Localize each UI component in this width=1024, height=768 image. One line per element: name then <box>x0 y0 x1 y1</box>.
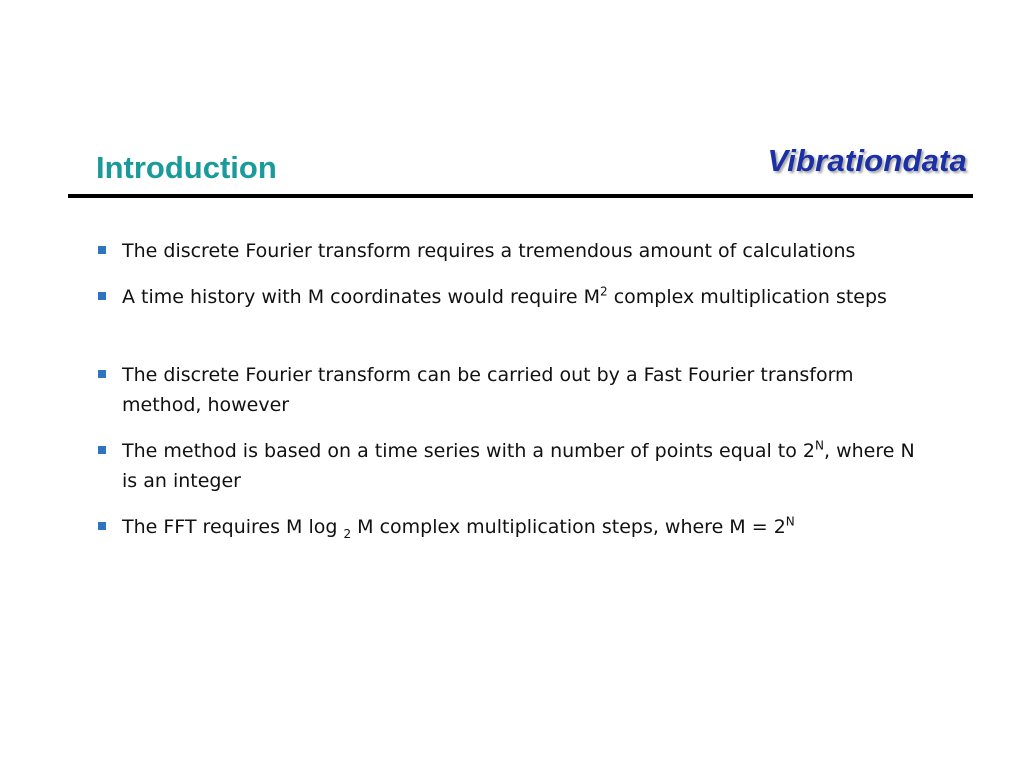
bullet-text: M complex multiplication steps, where M = 2 <box>351 516 786 538</box>
bullet-text: The discrete Fourier transform can be carried out by a Fast Fourier transform method, however <box>122 364 854 416</box>
slide-title: Introduction <box>96 150 277 185</box>
square-bullet-icon <box>98 522 106 530</box>
brand-logo: Vibrationdata <box>767 143 967 178</box>
bullet-item <box>98 360 918 420</box>
bullet-superscript: 2 <box>600 284 608 299</box>
bullet-text: The discrete Fourier transform requires a tremendous amount of calculations <box>122 240 856 262</box>
bullet-item <box>98 512 918 542</box>
title-divider <box>68 194 973 198</box>
bullet-item <box>98 436 918 496</box>
bullet-list <box>98 236 918 558</box>
square-bullet-icon <box>98 446 106 454</box>
square-bullet-icon <box>98 246 106 254</box>
bullet-subscript: 2 <box>343 526 352 541</box>
bullet-text: , where N is an integer <box>122 440 915 492</box>
square-bullet-icon <box>98 292 106 300</box>
bullet-text: The method is based on a time series with a number of points equal to 2 <box>122 440 815 462</box>
bullet-item <box>98 282 918 312</box>
bullet-text: The FFT requires M log <box>122 516 344 538</box>
bullet-item <box>98 236 918 266</box>
bullet-superscript: N <box>785 514 795 529</box>
bullet-text: A time history with M coordinates would require M <box>122 286 601 308</box>
bullet-text: complex multiplication steps <box>607 286 887 308</box>
bullet-superscript: N <box>815 438 824 453</box>
square-bullet-icon <box>98 370 106 378</box>
